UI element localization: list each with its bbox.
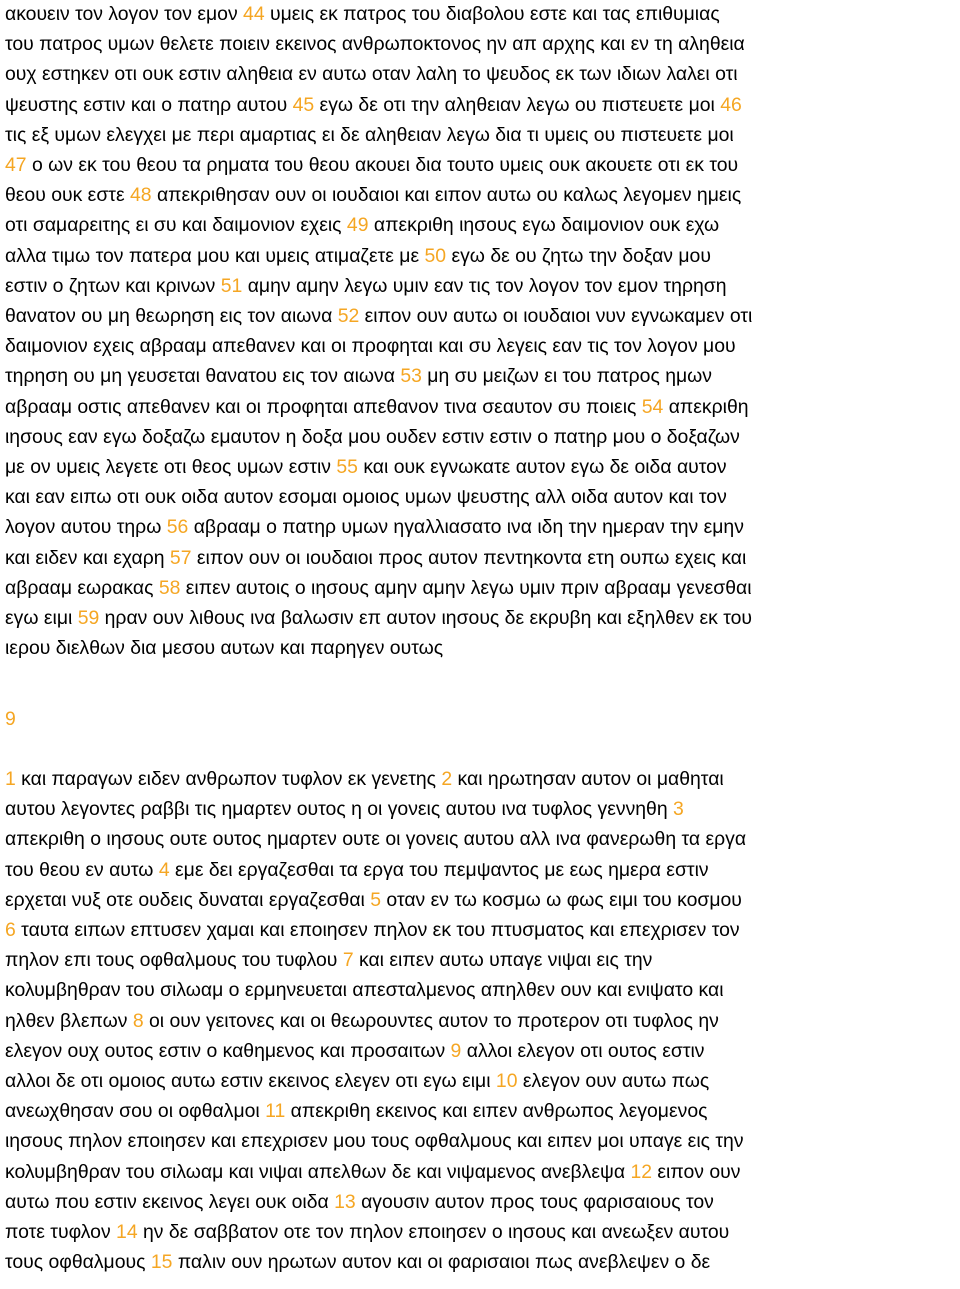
verse-number: 10 — [495, 1070, 518, 1092]
verse-number: 14 — [116, 1221, 138, 1243]
text-line — [5, 1129, 744, 1153]
text-line — [5, 425, 740, 449]
verse-number: 57 — [169, 546, 192, 569]
verse-number: 45 — [292, 93, 315, 116]
verse-number: 4 — [158, 858, 170, 881]
text-line — [5, 1190, 714, 1214]
text-line — [5, 2, 720, 26]
verse-text: αυτω που εστιν εκεινος λεγει ουκ οιδα — [5, 1190, 335, 1213]
verse-text: αλλοι ελεγον οτι ουτος εστιν — [461, 1039, 705, 1062]
text-line — [5, 244, 711, 268]
verse-number: 46 — [720, 93, 742, 116]
verse-text: θεου ουκ εστε — [5, 184, 130, 207]
verse-text: οτι σαμαρειτης ει συ και δαιμονιον εχεις — [5, 214, 347, 237]
text-line — [5, 978, 724, 1002]
verse-text: και ουκ εγνωκατε αυτον εγω δε οιδα αυτον — [357, 456, 727, 478]
verse-text: απεκριθησαν ουν οι ιουδαιοι και ειπον αυτω ου καλως λεγομεν ημεις — [151, 184, 742, 207]
verse-text: ουχ εστηκεν οτι ουκ εστιν αληθεια εν αυτω οταν λαλη το ψευδος εκ των ιδιων λαλει οτι — [5, 63, 738, 86]
text-line — [5, 576, 752, 600]
verse-text: κολυμβηθραν του σιλωαμ ο ερμηνευεται απεσταλμενος απηλθεν ουν και ενιψατο και — [5, 979, 724, 1002]
verse-text: ειπον ουν — [652, 1160, 741, 1183]
verse-text: αβρααμ οστις απεθανεν και οι προφηται απεθανον τινα σεαυτον συ ποιεις — [5, 395, 642, 418]
verse-text: ειπεν αυτοις ο ιησους αμην αμην λεγω υμιν πριν αβρααμ γενεσθαι — [180, 576, 752, 599]
text-line — [5, 93, 742, 117]
verse-text: απεκριθη ιησους εγω δαιμονιον ουκ εχω — [368, 214, 720, 237]
verse-text: και ηρωτησαν αυτον οι μαθηται — [452, 768, 724, 790]
text-line — [5, 32, 745, 56]
verse-text: εμε δει εργαζεσθαι τα εργα του πεμψαντος με εως ημερα εστιν — [169, 858, 709, 881]
verse-number: 2 — [441, 768, 453, 790]
text-line — [5, 918, 740, 942]
text-line — [5, 546, 746, 570]
verse-number: 8 — [132, 1009, 144, 1032]
verse-text: αβρααμ ο πατηρ υμων ηγαλλιασατο ινα ιδη την ημεραν την εμην — [188, 516, 744, 539]
verse-text: αλλοι δε οτι ομοιος αυτω εστιν εκεινος ελεγεν οτι εγω ειμι — [5, 1070, 496, 1092]
verse-text: ψευστης εστιν και ο πατηρ αυτου — [5, 93, 293, 116]
verse-number: 49 — [346, 214, 369, 237]
verse-text: τις εξ υμων ελεγχει με περι αμαρτιας ει δε αληθειαν λεγω δια τι υμεις ου πιστευετε μοι — [5, 123, 734, 146]
text-line — [5, 213, 719, 237]
verse-number: 13 — [334, 1190, 356, 1213]
verse-number: 44 — [243, 3, 265, 25]
verse-text: δαιμονιον εχεις αβρααμ απεθανεν και οι προφηται και συ λεγεις εαν τις τον λογον μου — [5, 335, 736, 358]
verse-text: και ειπεν αυτω υπαγε νιψαι εις την — [353, 949, 653, 972]
verse-number: 54 — [641, 395, 664, 418]
text-line — [5, 606, 752, 630]
text-line — [5, 767, 724, 791]
verse-number: 51 — [220, 274, 243, 297]
text-line — [5, 304, 752, 328]
verse-text: εγω δε οτι την αληθειαν λεγω ου πιστευετε μοι — [314, 93, 721, 116]
verse-text: του πατρος υμων θελετε ποιειν εκεινος ανθρωποκτονος ην απ αρχης και εν τη αληθεια — [5, 33, 745, 56]
verse-number: 56 — [166, 516, 189, 539]
text-line — [5, 62, 738, 86]
verse-text: ειπον ουν αυτω οι ιουδαιοι νυν εγνωκαμεν οτι — [359, 305, 753, 327]
verse-number: 15 — [150, 1251, 173, 1274]
verse-number: 47 — [5, 154, 27, 176]
verse-text: ιησους πηλον εποιησεν και επεχρισεν μου τους οφθαλμους και ειπεν μοι υπαγε εις την — [5, 1130, 744, 1153]
text-line — [5, 1220, 729, 1244]
verse-text: αμην αμην λεγω υμιν εαν τις τον λογον τον εμον τηρηση — [242, 274, 727, 297]
text-line — [5, 153, 738, 177]
verse-text: οταν εν τω κοσμω ω φως ειμι του κοσμου — [381, 888, 742, 911]
text-line — [5, 455, 727, 479]
verse-text: ανεωχθησαν σου οι οφθαλμοι — [5, 1100, 266, 1123]
verse-text: ηραν ουν λιθους ινα βαλωσιν επ αυτον ιησους δε εκρυβη και εξηλθεν εκ του — [99, 607, 752, 629]
verse-number: 12 — [630, 1160, 653, 1183]
text-line — [5, 364, 712, 388]
text-line — [5, 1009, 719, 1033]
verse-text: κολυμβηθραν του σιλωαμ και νιψαι απελθων δε και νιψαμενος ανεβλεψα — [5, 1160, 631, 1183]
verse-text: μη συ μειζων ει του πατρος ημων — [421, 365, 712, 388]
verse-text: υμεις εκ πατρος του διαβολου εστε και τας επιθυμιας — [264, 3, 720, 25]
verse-number: 5 — [370, 888, 382, 911]
text-line — [5, 515, 744, 539]
text-line — [5, 334, 736, 358]
verse-text: και εαν ειπω οτι ουκ οιδα αυτον εσομαι ομοιος υμων ψευστης αλλ οιδα αυτον και τον — [5, 486, 727, 509]
verse-text: ελεγον ουν αυτω πως — [517, 1070, 710, 1092]
verse-text: ακουειν τον λογον τον εμον — [5, 3, 244, 25]
text-line — [5, 948, 652, 972]
verse-text: πηλον επι τους οφθαλμους του τυφλου — [5, 949, 343, 972]
verse-text: ιησους εαν εγω δοξαζω εμαυτον η δοξα μου ουδεν εστιν εστιν ο πατηρ μου ο δοξαζων — [5, 425, 740, 448]
verse-number: 52 — [337, 305, 360, 327]
verse-text: τηρηση ου μη γευσεται θανατου εις τον αιωνα — [5, 365, 401, 388]
verse-number: 1 — [5, 768, 16, 790]
text-line — [5, 1069, 709, 1093]
verse-number: 59 — [77, 607, 100, 629]
text-line — [5, 1099, 707, 1123]
verse-number: 9 — [450, 1039, 462, 1062]
verse-text: εστιν ο ζητων και κρινων — [5, 274, 221, 297]
text-line — [5, 1039, 705, 1063]
verse-text: ταυτα ειπων επτυσεν χαμαι και εποιησεν πηλον εκ του πτυσματος και επεχρισεν τον — [15, 919, 740, 941]
verse-number: 6 — [5, 919, 16, 941]
verse-text: ειπον ουν οι ιουδαιοι προς αυτον πεντηκοντα ετη ουπω εχεις και — [191, 546, 747, 569]
verse-text: απεκριθη — [663, 395, 749, 418]
verse-text: με ον υμεις λεγετε οτι θεος υμων εστιν — [5, 456, 337, 478]
text-line — [5, 1160, 740, 1184]
text-line — [5, 485, 727, 509]
verse-text: αβρααμ εωρακας — [5, 576, 159, 599]
text-line — [5, 183, 741, 207]
text-line — [5, 274, 727, 298]
verse-text: του θεου εν αυτω — [5, 858, 159, 881]
verse-number: 58 — [158, 576, 181, 599]
verse-text: εγω δε ου ζητω την δοξαν μου — [446, 244, 711, 267]
chapter-heading: 9 — [5, 708, 16, 730]
text-line — [5, 395, 749, 419]
text-line — [5, 797, 684, 821]
verse-text: εγω ειμι — [5, 607, 78, 629]
verse-text: απεκριθη ο ιησους ουτε ουτος ημαρτεν ουτε οι γονεις αυτου αλλ ινα φανερωθη τα εργα — [5, 828, 747, 851]
verse-text: αλλα τιμω τον πατερα μου και υμεις ατιμαζετε με — [5, 244, 425, 267]
text-line — [5, 888, 742, 912]
verse-text: ιερου διελθων δια μεσου αυτων και παρηγεν ουτως — [5, 637, 444, 660]
verse-text: οι ουν γειτονες και οι θεωρουντες αυτον το προτερον οτι τυφλος ην — [143, 1009, 719, 1032]
text-line — [5, 827, 746, 851]
text-line — [5, 1250, 710, 1274]
verse-number: 3 — [673, 798, 684, 821]
verse-text: και παραγων ειδεν ανθρωπον τυφλον εκ γενετης — [15, 768, 442, 790]
verse-text: ηλθεν βλεπων — [5, 1009, 133, 1032]
verse-text: θανατον ου μη θεωρηση εις τον αιωνα — [5, 305, 338, 327]
verse-number: 7 — [342, 949, 354, 972]
verse-text: απεκριθη εκεινος και ειπεν ανθρωπος λεγομενος — [285, 1100, 708, 1123]
verse-text: ην δε σαββατον οτε τον πηλον εποιησεν ο ιησους και ανεωξεν αυτου — [137, 1221, 730, 1243]
verse-text: αυτου λεγοντες ραββι τις ημαρτεν ουτος η οι γονεις αυτου ινα τυφλος γεννηθη — [5, 798, 674, 821]
verse-text: ο ων εκ του θεου τα ρηματα του θεου ακουει δια τουτο υμεις ουκ ακουετε οτι εκ του — [26, 154, 739, 176]
text-line — [5, 858, 709, 882]
verse-text: και ειδεν και εχαρη — [5, 546, 170, 569]
verse-number: 50 — [424, 244, 447, 267]
verse-text: τους οφθαλμους — [5, 1251, 151, 1274]
verse-text: ποτε τυφλον — [5, 1221, 117, 1243]
verse-text: αγουσιν αυτον προς τους φαρισαιους τον — [355, 1190, 714, 1213]
text-line — [5, 123, 734, 147]
verse-text: παλιν ουν ηρωτων αυτον και οι φαρισαιοι πως ανεβλεψεν ο δε — [172, 1251, 711, 1274]
verse-number: 11 — [265, 1100, 286, 1123]
verse-text: ερχεται νυξ οτε ουδεις δυναται εργαζεσθαι — [5, 888, 371, 911]
verse-number: 55 — [336, 456, 358, 478]
verse-number: 53 — [400, 365, 422, 388]
verse-text: λογον αυτου τηρω — [5, 516, 167, 539]
verse-number: 48 — [129, 184, 152, 207]
text-line — [5, 636, 443, 660]
verse-text: ελεγον ουχ ουτος εστιν ο καθημενος και προσαιτων — [5, 1039, 451, 1062]
